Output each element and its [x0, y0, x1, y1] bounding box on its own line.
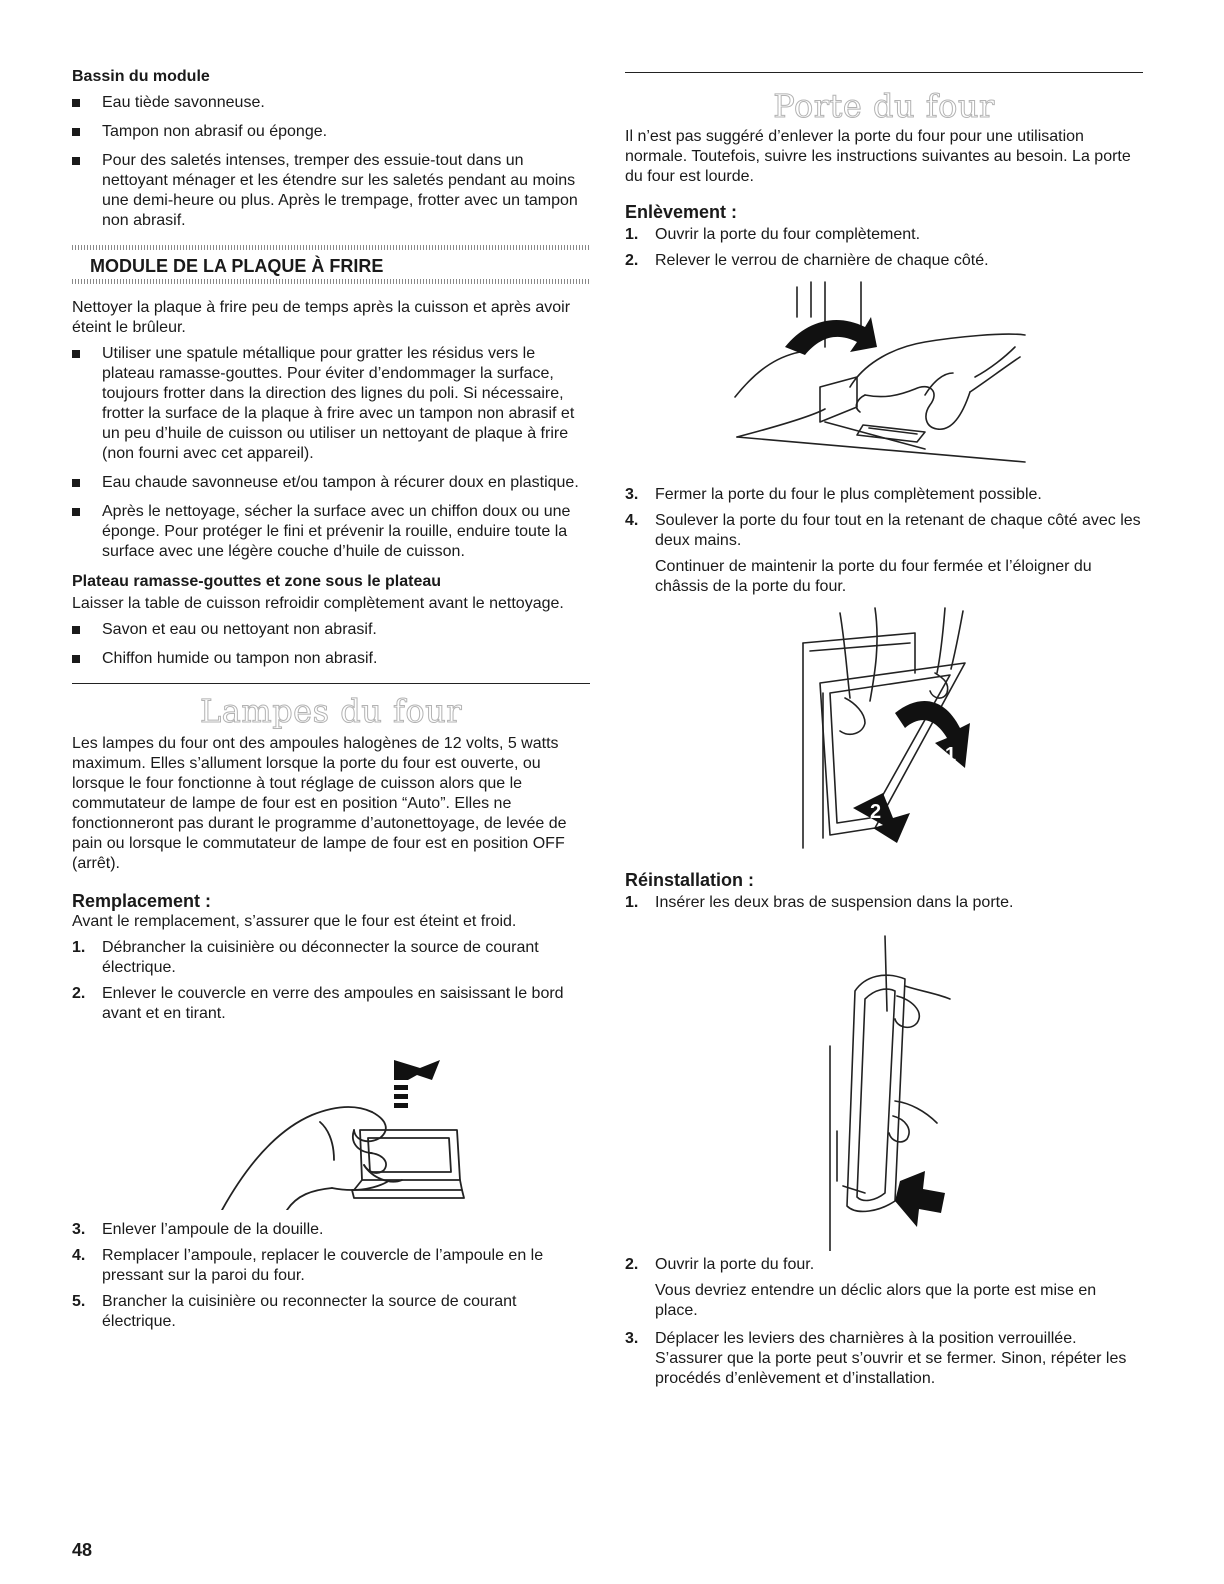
section-rule	[625, 72, 1143, 73]
enlevement-heading: Enlèvement :	[625, 202, 738, 222]
lamp-cover-illustration	[72, 1050, 590, 1210]
plateau-heading: Plateau ramasse-gouttes et zone sous le plateau	[72, 573, 442, 590]
list-item: Utiliser une spatule métallique pour gratter les résidus vers le plateau ramasse-gouttes. Pour éviter d’endommager la surface, toujours frotter dans la direction des lignes du poli. Si nécessaire, frotter la surface de la plaque à frire avec un tampon non abrasif et un peu d’huile de cuisson ou utiliser un nettoyant de plaque à frire (non fourni avec cet appareil).	[72, 344, 590, 464]
enlevement-steps-a	[625, 225, 1143, 271]
porte-title: Porte du four	[773, 87, 995, 125]
reinstallation-steps-b	[625, 1255, 1143, 1275]
module-intro: Nettoyer la plaque à frire peu de temps après la cuisson et après avoir éteint le brûleur.	[72, 299, 571, 336]
list-item: 1. Ouvrir la porte du four complètement.	[625, 226, 921, 243]
module-list	[72, 344, 590, 562]
reinstallation-note: Vous devriez entendre un déclic alors que la porte est mise en place.	[655, 1282, 1097, 1319]
door-label-2: 2	[870, 801, 882, 823]
list-item: 5. Brancher la cuisinière ou reconnecter la source de courant électrique.	[72, 1293, 517, 1330]
page-number: 48	[72, 1540, 93, 1560]
door-reinstall-illustration	[625, 931, 1143, 1251]
list-item: 2. Relever le verrou de charnière de chaque côté.	[625, 252, 989, 269]
list-item: Pour des saletés intenses, tremper des essuie-tout dans un nettoyant ménager et les étendre sur les saletés pendant au moins une demi-heure ou plus. Après le trempage, frotter avec un tampon non abrasif.	[72, 151, 590, 231]
section-divider-bottom	[72, 279, 590, 284]
enlevement-steps-b	[625, 485, 1143, 551]
list-item: Eau chaude savonneuse et/ou tampon à récurer doux en plastique.	[72, 473, 590, 493]
list-item: 3. Déplacer les leviers des charnières à la position verrouillée. S’assurer que la porte peut s’ouvrir et se fermer. Sinon, répéter les procédés d’enlèvement et d’installation.	[625, 1330, 1127, 1387]
door-label-1: 1	[945, 744, 957, 766]
plateau-list	[72, 620, 590, 669]
remplacement-steps-a	[72, 938, 590, 1024]
list-item: 3. Fermer la porte du four le plus complètement possible.	[625, 486, 1042, 503]
section-divider-top	[72, 245, 590, 250]
list-item: 1. Insérer les deux bras de suspension dans la porte.	[625, 894, 1014, 911]
list-item: 1. Débrancher la cuisinière ou déconnecter la source de courant électrique.	[72, 939, 539, 976]
module-heading: MODULE DE LA PLAQUE À FRIRE	[90, 256, 384, 276]
list-item: 4. Remplacer l’ampoule, replacer le couvercle de l’ampoule en le pressant sur la paroi du four.	[72, 1247, 544, 1284]
lampes-title: Lampes du four	[200, 692, 462, 730]
list-item: 2. Enlever le couvercle en verre des ampoules en saisissant le bord avant et en tirant.	[72, 985, 564, 1022]
reinstallation-steps-a	[625, 893, 1143, 913]
plateau-intro: Laisser la table de cuisson refroidir complètement avant le nettoyage.	[72, 595, 564, 612]
bassin-list	[72, 93, 590, 231]
lampes-intro: Les lampes du four ont des ampoules halogènes de 12 volts, 5 watts maximum. Elles s’allument lorsque la porte du four est ouverte, ou lorsque le four fonctionne à tout réglage de cuisson alors que le commutateur de lampe de four est en position “Auto”. Elles ne fonctionneront pas durant le programme d’autonettoyage, de levée de pain ou lorsque le commutateur de lampe de four est en position OFF (arrêt).	[72, 735, 567, 872]
list-item: Savon et eau ou nettoyant non abrasif.	[72, 620, 590, 640]
list-item: 4. Soulever la porte du four tout en la retenant de chaque côté avec les deux mains.	[625, 512, 1141, 549]
remplacement-heading: Remplacement :	[72, 891, 212, 911]
remplacement-intro: Avant le remplacement, s’assurer que le four est éteint et froid.	[72, 913, 517, 930]
list-item: Après le nettoyage, sécher la surface avec un chiffon doux ou une éponge. Pour protéger le fini et prévenir la rouille, enduire toute la surface avec une légère couche d’huile de cuisson.	[72, 502, 590, 562]
section-rule	[72, 683, 590, 684]
list-item: Chiffon humide ou tampon non abrasif.	[72, 649, 590, 669]
list-item: Tampon non abrasif ou éponge.	[72, 122, 590, 142]
list-item: 2. Ouvrir la porte du four.	[625, 1256, 815, 1273]
right-column	[625, 0, 1143, 1389]
bassin-heading: Bassin du module	[72, 68, 210, 85]
reinstallation-steps-c	[625, 1329, 1143, 1389]
remplacement-steps-b	[72, 1220, 590, 1332]
porte-intro: Il n’est pas suggéré d’enlever la porte du four pour une utilisation normale. Toutefois, suivre les instructions suivantes au besoin. La porte du four est lourde.	[625, 128, 1131, 185]
list-item: 3. Enlever l’ampoule de la douille.	[72, 1221, 324, 1238]
hinge-latch-illustration	[625, 277, 1143, 477]
enlevement-note: Continuer de maintenir la porte du four fermée et l’éloigner du châssis de la porte du four.	[655, 558, 1092, 595]
door-lift-illustration	[625, 603, 1143, 863]
reinstallation-heading: Réinstallation :	[625, 870, 755, 890]
list-item: Eau tiède savonneuse.	[72, 93, 590, 113]
left-column	[72, 0, 590, 1332]
